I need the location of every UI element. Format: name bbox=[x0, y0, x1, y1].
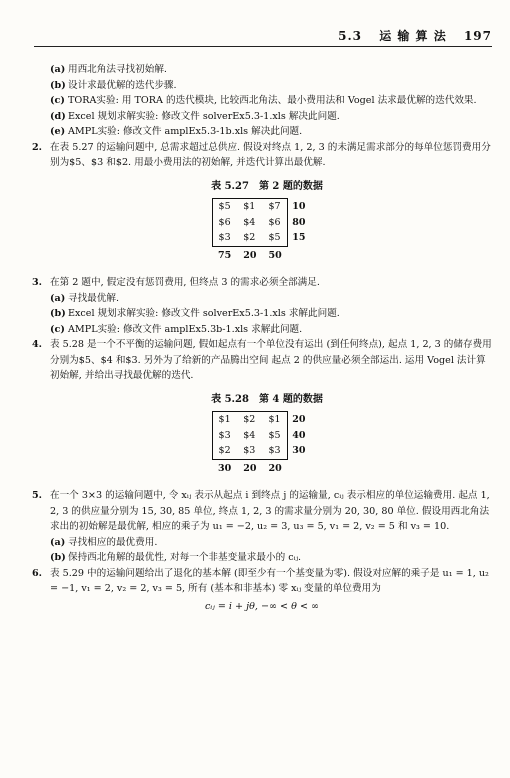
supply-cell: 30 bbox=[292, 445, 306, 457]
sub-question bbox=[32, 62, 492, 78]
cost-cell: $4 bbox=[243, 429, 256, 441]
transport-table bbox=[32, 198, 492, 263]
item-text: Excel 规划求解实验: 修改文件 solverEx5.3-1.xls 解决此问题. bbox=[68, 110, 340, 122]
sub-question bbox=[32, 535, 492, 551]
item-text: 在表 5.27 的运输问题中, 总需求超过总供应. 假设对终点 1, 2, 3 的未满足需求部分的每单位惩罚费用分别为$5、$3 和$2. 用最小费用法的初始解, 并迭代计算出最优解. bbox=[50, 141, 491, 168]
page-number: 197 bbox=[463, 29, 492, 43]
item-label: (b) bbox=[50, 79, 66, 91]
sub-question bbox=[32, 322, 492, 338]
header-rule bbox=[34, 46, 492, 47]
demand-cell: 20 bbox=[243, 249, 257, 261]
page-body bbox=[32, 62, 492, 614]
cost-cell: $1 bbox=[237, 199, 262, 215]
table-row bbox=[212, 443, 312, 459]
sub-question bbox=[32, 93, 492, 109]
item-label: (b) bbox=[50, 552, 66, 563]
item-label: (a) bbox=[50, 292, 66, 304]
item-text: AMPL实验: 修改文件 amplEx5.3-1b.xls 解决此问题. bbox=[68, 126, 303, 137]
cost-cell: $2 bbox=[212, 443, 237, 459]
item-text: 寻找相应的最优费用. bbox=[68, 536, 158, 548]
item-label: (c) bbox=[50, 95, 65, 106]
caption-text: 第 2 题的数据 bbox=[258, 180, 323, 192]
problem-list-3 bbox=[32, 488, 492, 597]
demand-cell: 20 bbox=[243, 462, 257, 474]
cost-cell: $1 bbox=[212, 412, 237, 428]
sub-question bbox=[32, 291, 492, 307]
item-text: 在一个 3×3 的运输问题中, 令 xᵢⱼ 表示从起点 i 到终点 j 的运输量, cᵢⱼ 表示相应的单位运输费用. 起点 1, 2, 3 的供应量分别为 15, 30, 85 单位, 终点 1, 2, 3 的需求量分别为 20, 30, 80 单位. 假设用西北角法求出的初始解是最优解, 相应的乘子为 u₁ = −2, u₂ = 3, u₃ = 5, v₁ = 2, v₂ = 5 和 v₃ = 10. bbox=[50, 490, 490, 532]
item-label: (a) bbox=[50, 536, 66, 548]
item-text: 保持西北角解的最优性, 对每一个非基变量求最小的 cᵢⱼ. bbox=[68, 552, 302, 563]
problem-list-2 bbox=[32, 275, 492, 384]
sub-question bbox=[32, 550, 492, 566]
section-number: 5.3 bbox=[338, 29, 363, 43]
cost-cell: $5 bbox=[212, 199, 237, 215]
cost-cell: $5 bbox=[263, 428, 288, 444]
item-text: 寻找最优解. bbox=[68, 292, 120, 304]
item-text: 设计求最优解的迭代步骤. bbox=[68, 79, 177, 91]
cost-cell: $7 bbox=[263, 199, 288, 215]
sub-question bbox=[32, 124, 492, 140]
sub-question bbox=[32, 306, 492, 322]
cost-cell: $2 bbox=[237, 412, 262, 428]
cost-cell: $3 bbox=[212, 230, 237, 246]
item-label: 4. bbox=[32, 339, 43, 350]
problem-list-1 bbox=[32, 62, 492, 171]
sub-question bbox=[32, 78, 492, 94]
item-label: (e) bbox=[50, 126, 66, 137]
supply-cell: 15 bbox=[292, 232, 306, 244]
caption-text: 第 4 题的数据 bbox=[258, 393, 323, 405]
cost-table bbox=[212, 198, 313, 263]
cost-cell: $5 bbox=[263, 230, 288, 246]
caption-number: 表 5.27 bbox=[211, 180, 249, 192]
table-row bbox=[212, 230, 312, 246]
demand-cell: 75 bbox=[218, 249, 232, 261]
table-row bbox=[212, 215, 312, 231]
cost-cell: $3 bbox=[212, 428, 237, 444]
item-text: 表 5.29 中的运输问题给出了退化的基本解 (即至少有一个基变量为零). 假设对应解的乘子是 u₁ = 1, u₂ = −1, v₁ = 2, v₂ = 2, v₃ = 5, 所有 (基本和非基本) 零 xᵢⱼ 变量的单位费用为 bbox=[50, 567, 489, 594]
table-row bbox=[212, 428, 312, 444]
problem-item bbox=[32, 488, 492, 535]
cost-cell: $1 bbox=[263, 412, 288, 428]
supply-cell: 10 bbox=[292, 200, 306, 212]
table-row bbox=[212, 412, 312, 428]
cost-cell: $6 bbox=[212, 215, 237, 231]
item-label: (c) bbox=[50, 323, 65, 335]
item-text: 在第 2 题中, 假定没有惩罚费用, 但终点 3 的需求必须全部满足. bbox=[50, 277, 320, 288]
table-row bbox=[212, 199, 312, 215]
item-text: 用西北角法寻找初始解. bbox=[68, 64, 167, 75]
item-label: (d) bbox=[50, 110, 66, 122]
demand-cell: 20 bbox=[268, 462, 282, 474]
cost-cell: $6 bbox=[263, 215, 288, 231]
problem-item bbox=[32, 140, 492, 171]
demand-cell: 30 bbox=[218, 462, 232, 474]
table-caption bbox=[32, 179, 492, 195]
cost-cell: $3 bbox=[263, 443, 288, 459]
demand-cell: 50 bbox=[268, 249, 282, 261]
cost-cell: $3 bbox=[237, 443, 262, 459]
item-text: TORA实验: 用 TORA 的迭代模块, 比较西北角法、最小费用法和 Vogel 法求最优解的迭代效果. bbox=[68, 95, 477, 106]
supply-cell: 40 bbox=[292, 429, 306, 441]
demand-row bbox=[212, 459, 312, 476]
sub-question bbox=[32, 109, 492, 125]
cost-table bbox=[212, 411, 313, 476]
supply-cell: 20 bbox=[292, 413, 306, 425]
cost-cell: $4 bbox=[243, 216, 256, 228]
problem-item bbox=[32, 337, 492, 384]
item-text: 表 5.28 是一个不平衡的运输问题, 假如起点有一个单位没有运出 (到任何终点), 起点 1, 2, 3 的储存费用分别为$5、$4 和$3. 另外为了给新的产品腾出空间 起点 2 的供应量必须全部运出. 运用 Vogel 法计算初始解, 并给出寻找最优解的迭代. bbox=[50, 339, 492, 381]
problem-item bbox=[32, 566, 492, 597]
page-header bbox=[0, 27, 492, 44]
item-text: AMPL实验: 修改文件 amplEx5.3b-1.xls 求解此问题. bbox=[68, 323, 303, 335]
item-label: 6. bbox=[32, 567, 43, 579]
problem-item bbox=[32, 275, 492, 291]
supply-cell: 80 bbox=[292, 216, 306, 228]
table-caption bbox=[32, 392, 492, 408]
item-label: (a) bbox=[50, 64, 66, 75]
item-label: (b) bbox=[50, 308, 66, 319]
transport-table bbox=[32, 411, 492, 476]
demand-row bbox=[212, 246, 312, 263]
item-label: 5. bbox=[32, 490, 43, 501]
item-text: Excel 规划求解实验: 修改文件 solverEx5.3-1.xls 求解此问题. bbox=[68, 308, 340, 319]
section-title: 运 输 算 法 bbox=[379, 29, 447, 43]
cost-cell: $2 bbox=[237, 230, 262, 246]
cost-formula: cᵢⱼ = i + jθ, −∞ < θ < ∞ bbox=[204, 600, 320, 612]
caption-number: 表 5.28 bbox=[211, 393, 249, 405]
item-label: 2. bbox=[32, 141, 43, 153]
item-label: 3. bbox=[32, 277, 43, 288]
